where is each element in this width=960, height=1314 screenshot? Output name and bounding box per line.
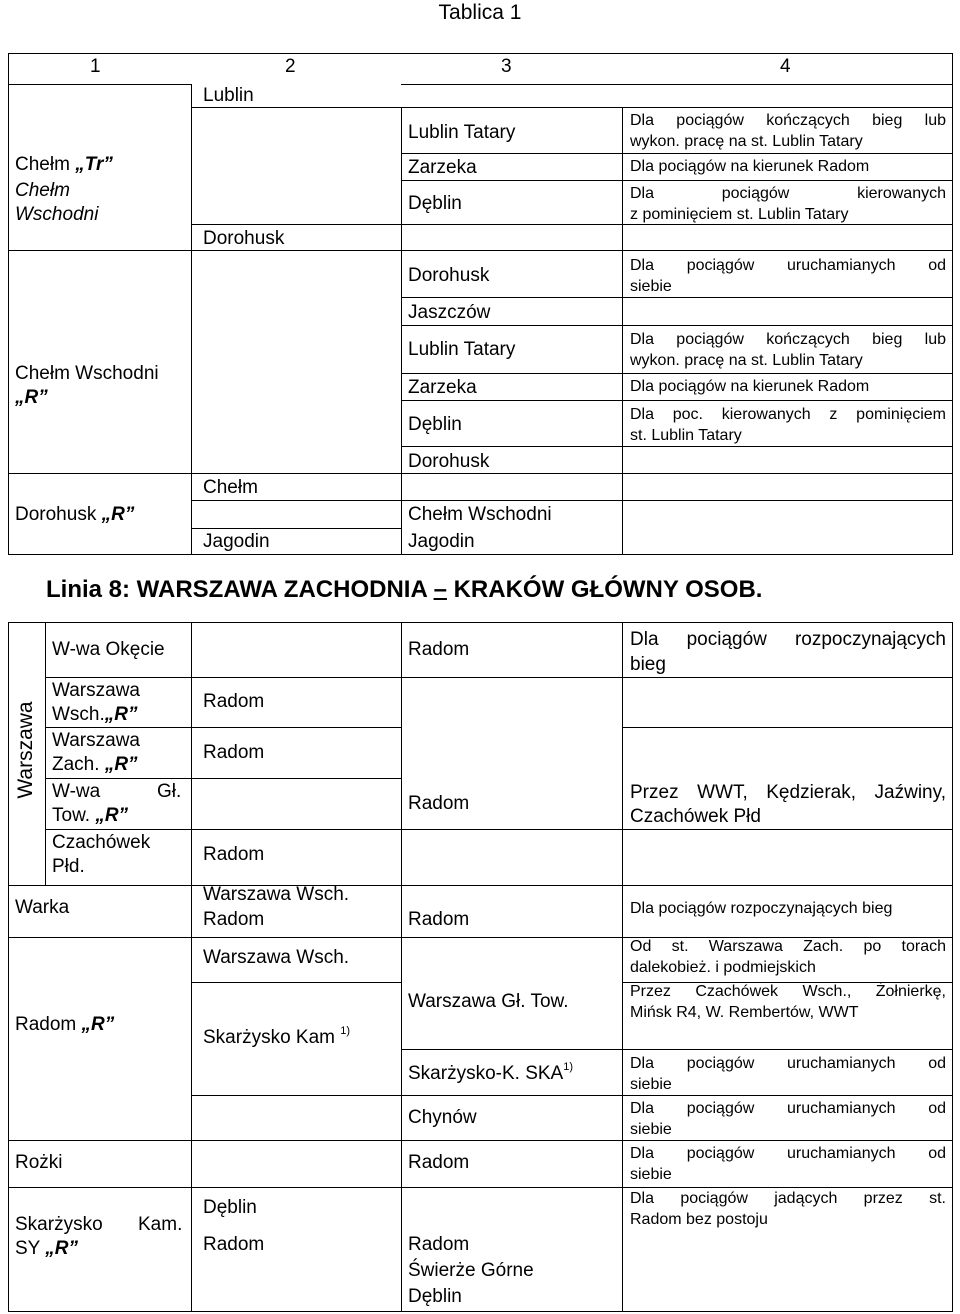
column-header-1: 1 (90, 56, 101, 77)
column-header-4: 4 (780, 56, 791, 77)
col2-item: Warszawa Wsch. (203, 884, 350, 905)
col2-item: Dęblin (203, 1197, 257, 1218)
col4-note: Dla pociągów uruchamianych od siebie (630, 1055, 946, 1093)
col2-item: Radom (203, 844, 265, 865)
col3-item: Dęblin (408, 1286, 462, 1307)
col2-item: Skarżysko Kam $^{1)}$ (203, 1025, 351, 1048)
col2-item: Radom (203, 1234, 265, 1255)
station-radom-r: Radom „R” (15, 1014, 115, 1035)
col3-item: Skarżysko-K. SKA$^{1)}$ (408, 1061, 573, 1084)
col3-item: Chełm Wschodni (408, 504, 552, 525)
station-warka: Warka (15, 897, 70, 918)
station-dorohusk-r: Dorohusk „R” (15, 504, 135, 525)
col4-note: Dla poc. kierowanych z pominięciem st. Lublin Tatary (630, 406, 946, 444)
col4-note: Dla pociągów jadących przez st. Radom bez postoju (630, 1190, 946, 1228)
col4-note: Dla pociągów uruchamianych od siebie (630, 1100, 946, 1138)
col2-lublin: Lublin (203, 85, 254, 106)
col2-item: Radom (203, 909, 265, 930)
col3-item: Świerże Górne (408, 1260, 534, 1281)
col3-item: Dęblin (408, 414, 462, 435)
col3-item: Warszawa Gł. Tow. (408, 991, 569, 1012)
col3-item: Jagodin (408, 531, 475, 552)
col3-item: Radom (408, 1234, 470, 1255)
col2-item: Warszawa Wsch. (203, 947, 350, 968)
col3-item: Zarzeka (408, 377, 477, 398)
col3-item: Chynów (408, 1107, 477, 1128)
col2-chelm: Chełm (203, 477, 258, 498)
col3-item: Zarzeka (408, 157, 477, 178)
col4-note: Dla pociągów kończących bieg lub wykon. pracę na st. Lublin Tatary (630, 331, 946, 369)
col4-note: Od st. Warszawa Zach. po torach dalekobież. i podmiejskich (630, 938, 946, 976)
station-rozki: Rożki (15, 1152, 63, 1173)
col4-note: Dla pociągów na kierunek Radom (630, 158, 870, 175)
col3-item: Radom (408, 639, 470, 660)
col3-item: Jaszczów (408, 302, 491, 323)
group-label-warszawa: Warszawa (14, 701, 37, 799)
col4-note: Przez WWT, Kędzierak, Jaźwiny, Czachówek Płd (630, 782, 946, 827)
section-heading: Linia 8: WARSZAWA ZACHODNIA – KRAKÓW GŁÓWNY OSOB. (46, 576, 763, 603)
col3-item: Radom (408, 793, 470, 814)
col4-note: Dla pociągów uruchamianych od siebie (630, 257, 946, 295)
col3-item: Dęblin (408, 193, 462, 214)
col4-note: Dla pociągów na kierunek Radom (630, 378, 870, 395)
col3-item: Radom (408, 1152, 470, 1173)
col3-item: Dorohusk (408, 451, 490, 472)
col4-note: Dla pociągów kierowanych z pominięciem st. Lublin Tatary (630, 185, 946, 223)
col2-item: Radom (203, 691, 265, 712)
col2-jagodin: Jagodin (203, 531, 270, 552)
column-header-3: 3 (501, 56, 512, 77)
col3-item: Lublin Tatary (408, 122, 516, 143)
col3-item: Radom (408, 909, 470, 930)
col3-item: Lublin Tatary (408, 339, 516, 360)
column-header-2: 2 (285, 56, 296, 77)
col4-note: Dla pociągów rozpoczynających bieg (630, 900, 893, 917)
col4-note: Przez Czachówek Wsch., Żołnierkę, Mińsk R4, W. Rembertów, WWT (630, 983, 946, 1021)
col4-note: Dla pociągów rozpoczynających bieg (630, 629, 946, 675)
col4-note: Dla pociągów uruchamianych od siebie (630, 1145, 946, 1183)
station-w-wa-okecie: W-wa Okęcie (52, 639, 165, 660)
col2-item: Radom (203, 742, 265, 763)
page-title: Tablica 1 (438, 1, 522, 24)
col2-dorohusk: Dorohusk (203, 228, 285, 249)
col4-note: Dla pociągów kończących bieg lub wykon. pracę na st. Lublin Tatary (630, 112, 946, 150)
col3-item: Dorohusk (408, 265, 490, 286)
